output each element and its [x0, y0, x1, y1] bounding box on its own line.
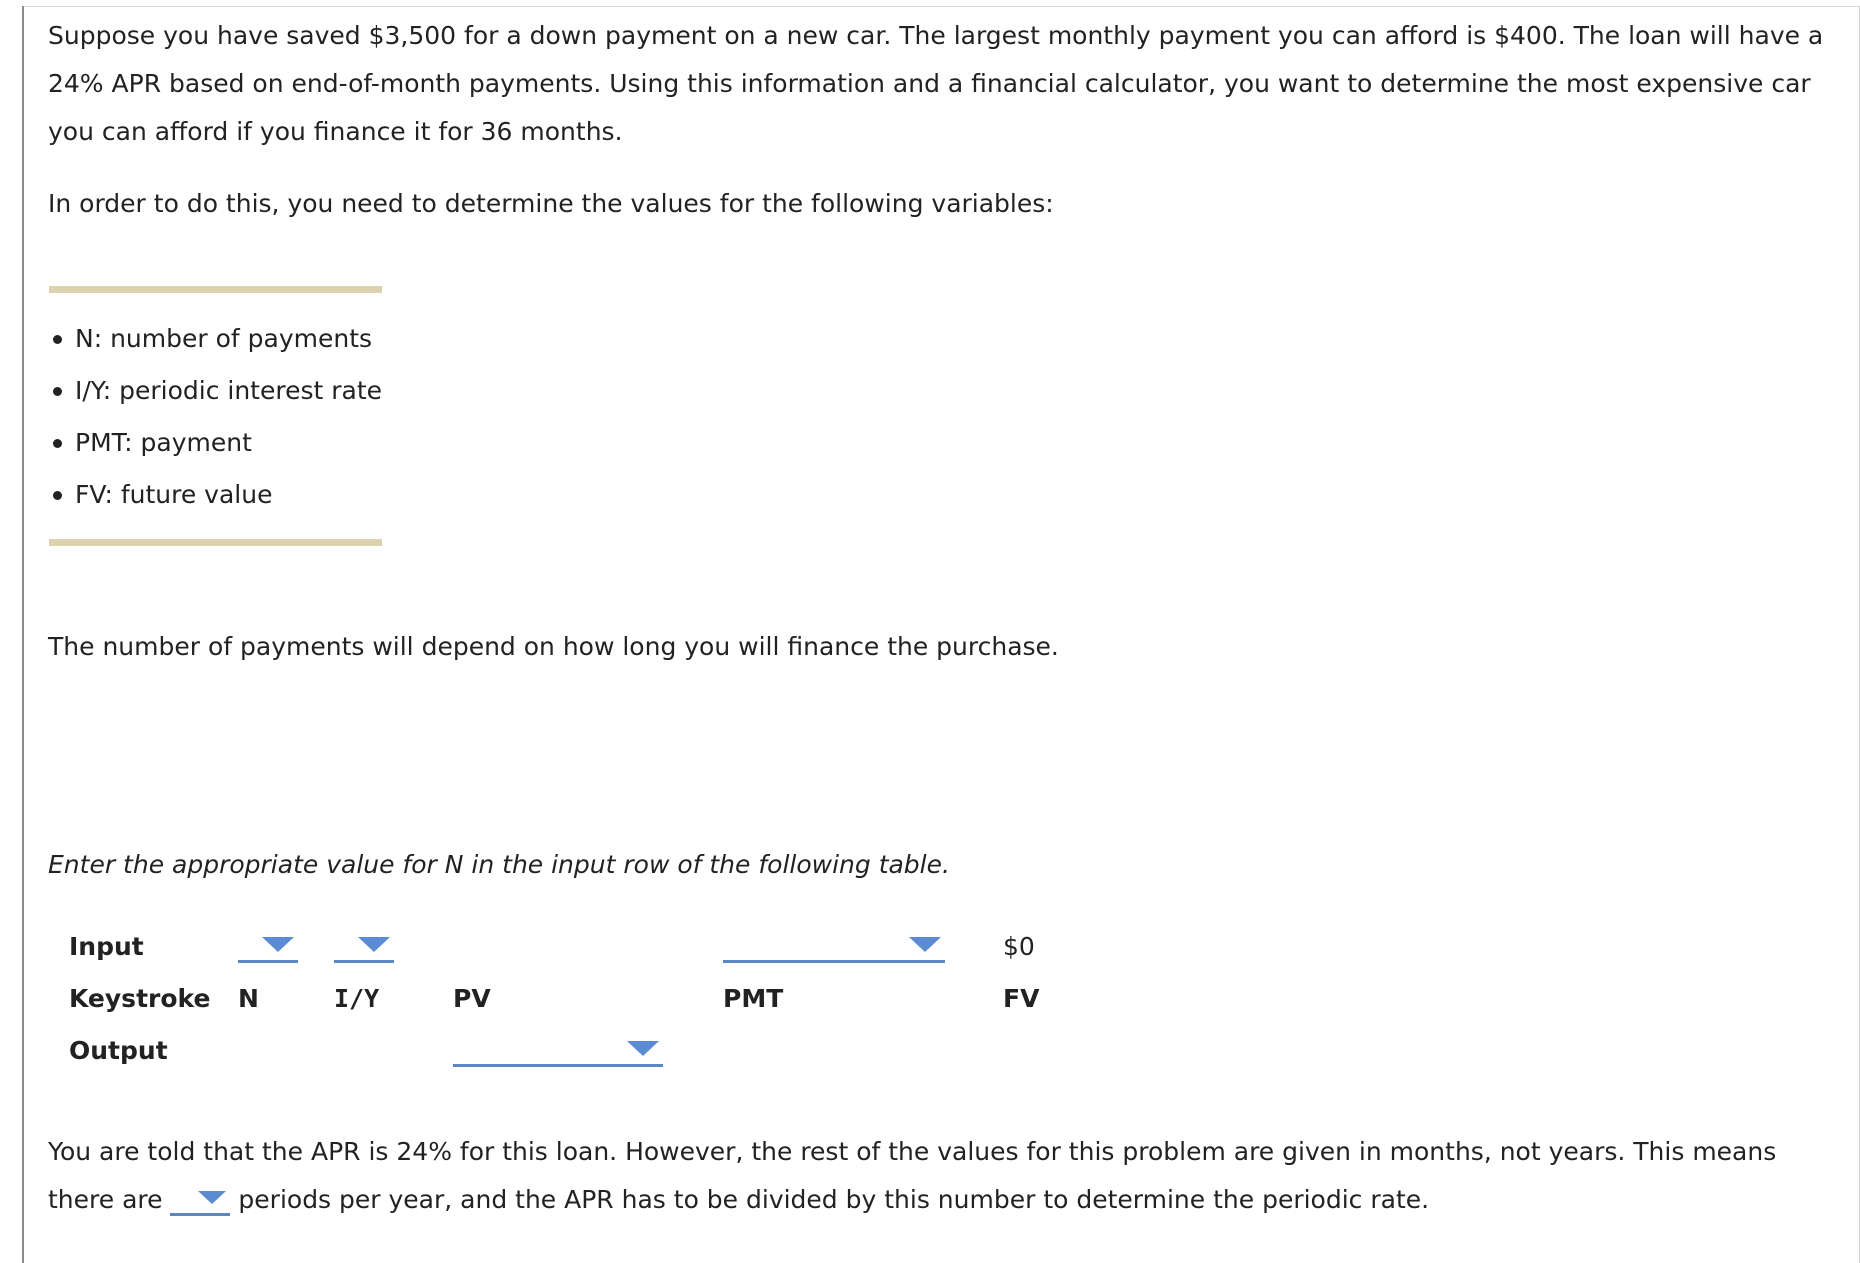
- input-cell-iy: [334, 920, 453, 972]
- input-row-label: Input: [69, 931, 144, 961]
- payments-note: The number of payments will depend on how long you will finance the purchase.: [48, 632, 1059, 661]
- input-cell-pv: [453, 920, 723, 972]
- output-cell-pmt: [723, 1024, 1003, 1076]
- intro-paragraph: Suppose you have saved $3,500 for a down payment on a new car. The largest monthly payment you can afford is $400. The loan will have a 24% APR based on end-of-month payments. Using this information and a financial calculator, you want to determine the most expensive car you can afford if you finance it for 36 months.: [48, 21, 1824, 146]
- variable-item-fv: FV: future value: [49, 469, 382, 521]
- calculator-table: [48, 920, 1083, 1076]
- output-row: [48, 1024, 1083, 1076]
- input-cell-n: [238, 920, 334, 972]
- variables-box: [49, 286, 382, 546]
- keystroke-row-label: Keystroke: [69, 983, 211, 1013]
- chevron-down-icon: [358, 937, 390, 952]
- periods-per-year-dropdown[interactable]: [170, 1187, 230, 1216]
- output-cell-fv: [1003, 1024, 1083, 1076]
- keystroke-pv: PV: [453, 983, 491, 1013]
- frame-top-border: [22, 6, 1860, 7]
- problem-content: [48, 12, 1828, 228]
- variable-item-iy: I/Y: periodic interest rate: [49, 365, 382, 417]
- input-cell-pmt: [723, 920, 1003, 972]
- apr-text-after: periods per year, and the APR has to be divided by this number to determine the periodic rate.: [238, 1185, 1430, 1214]
- keystroke-iy: I/Y: [334, 983, 380, 1013]
- apr-paragraph: [48, 1128, 1828, 1224]
- n-input-dropdown[interactable]: [238, 930, 298, 963]
- chevron-down-icon: [627, 1041, 659, 1056]
- keystroke-n: N: [238, 983, 259, 1013]
- variables-list: [49, 293, 382, 539]
- fv-input-value: $0: [1003, 931, 1035, 961]
- output-cell-pv: [453, 1024, 723, 1076]
- pv-output-dropdown[interactable]: [453, 1034, 663, 1067]
- output-cell-iy: [334, 1024, 453, 1076]
- variable-item-n: N: number of payments: [49, 313, 382, 365]
- keystroke-row: [48, 972, 1083, 1024]
- variable-item-pmt: PMT: payment: [49, 417, 382, 469]
- input-row: [48, 920, 1083, 972]
- table-instruction: Enter the appropriate value for N in the input row of the following table.: [48, 850, 950, 879]
- pmt-input-dropdown[interactable]: [723, 930, 945, 963]
- chevron-down-icon: [909, 937, 941, 952]
- output-cell-n: [238, 1024, 334, 1076]
- keystroke-pmt: PMT: [723, 983, 784, 1013]
- chevron-down-icon: [198, 1191, 226, 1204]
- chevron-down-icon: [262, 937, 294, 952]
- keystroke-fv: FV: [1003, 983, 1040, 1013]
- iy-input-dropdown[interactable]: [334, 930, 394, 963]
- apr-text-before: You are told that the APR is 24% for this loan. However, the rest of the values for this problem are given in months, not years. This means there are: [48, 1137, 1777, 1214]
- frame-left-border: [22, 6, 24, 1263]
- variables-prompt: In order to do this, you need to determine the values for the following variables:: [48, 189, 1054, 218]
- variables-bottom-rule: [49, 539, 382, 546]
- variables-top-rule: [49, 286, 382, 293]
- output-row-label: Output: [69, 1035, 168, 1065]
